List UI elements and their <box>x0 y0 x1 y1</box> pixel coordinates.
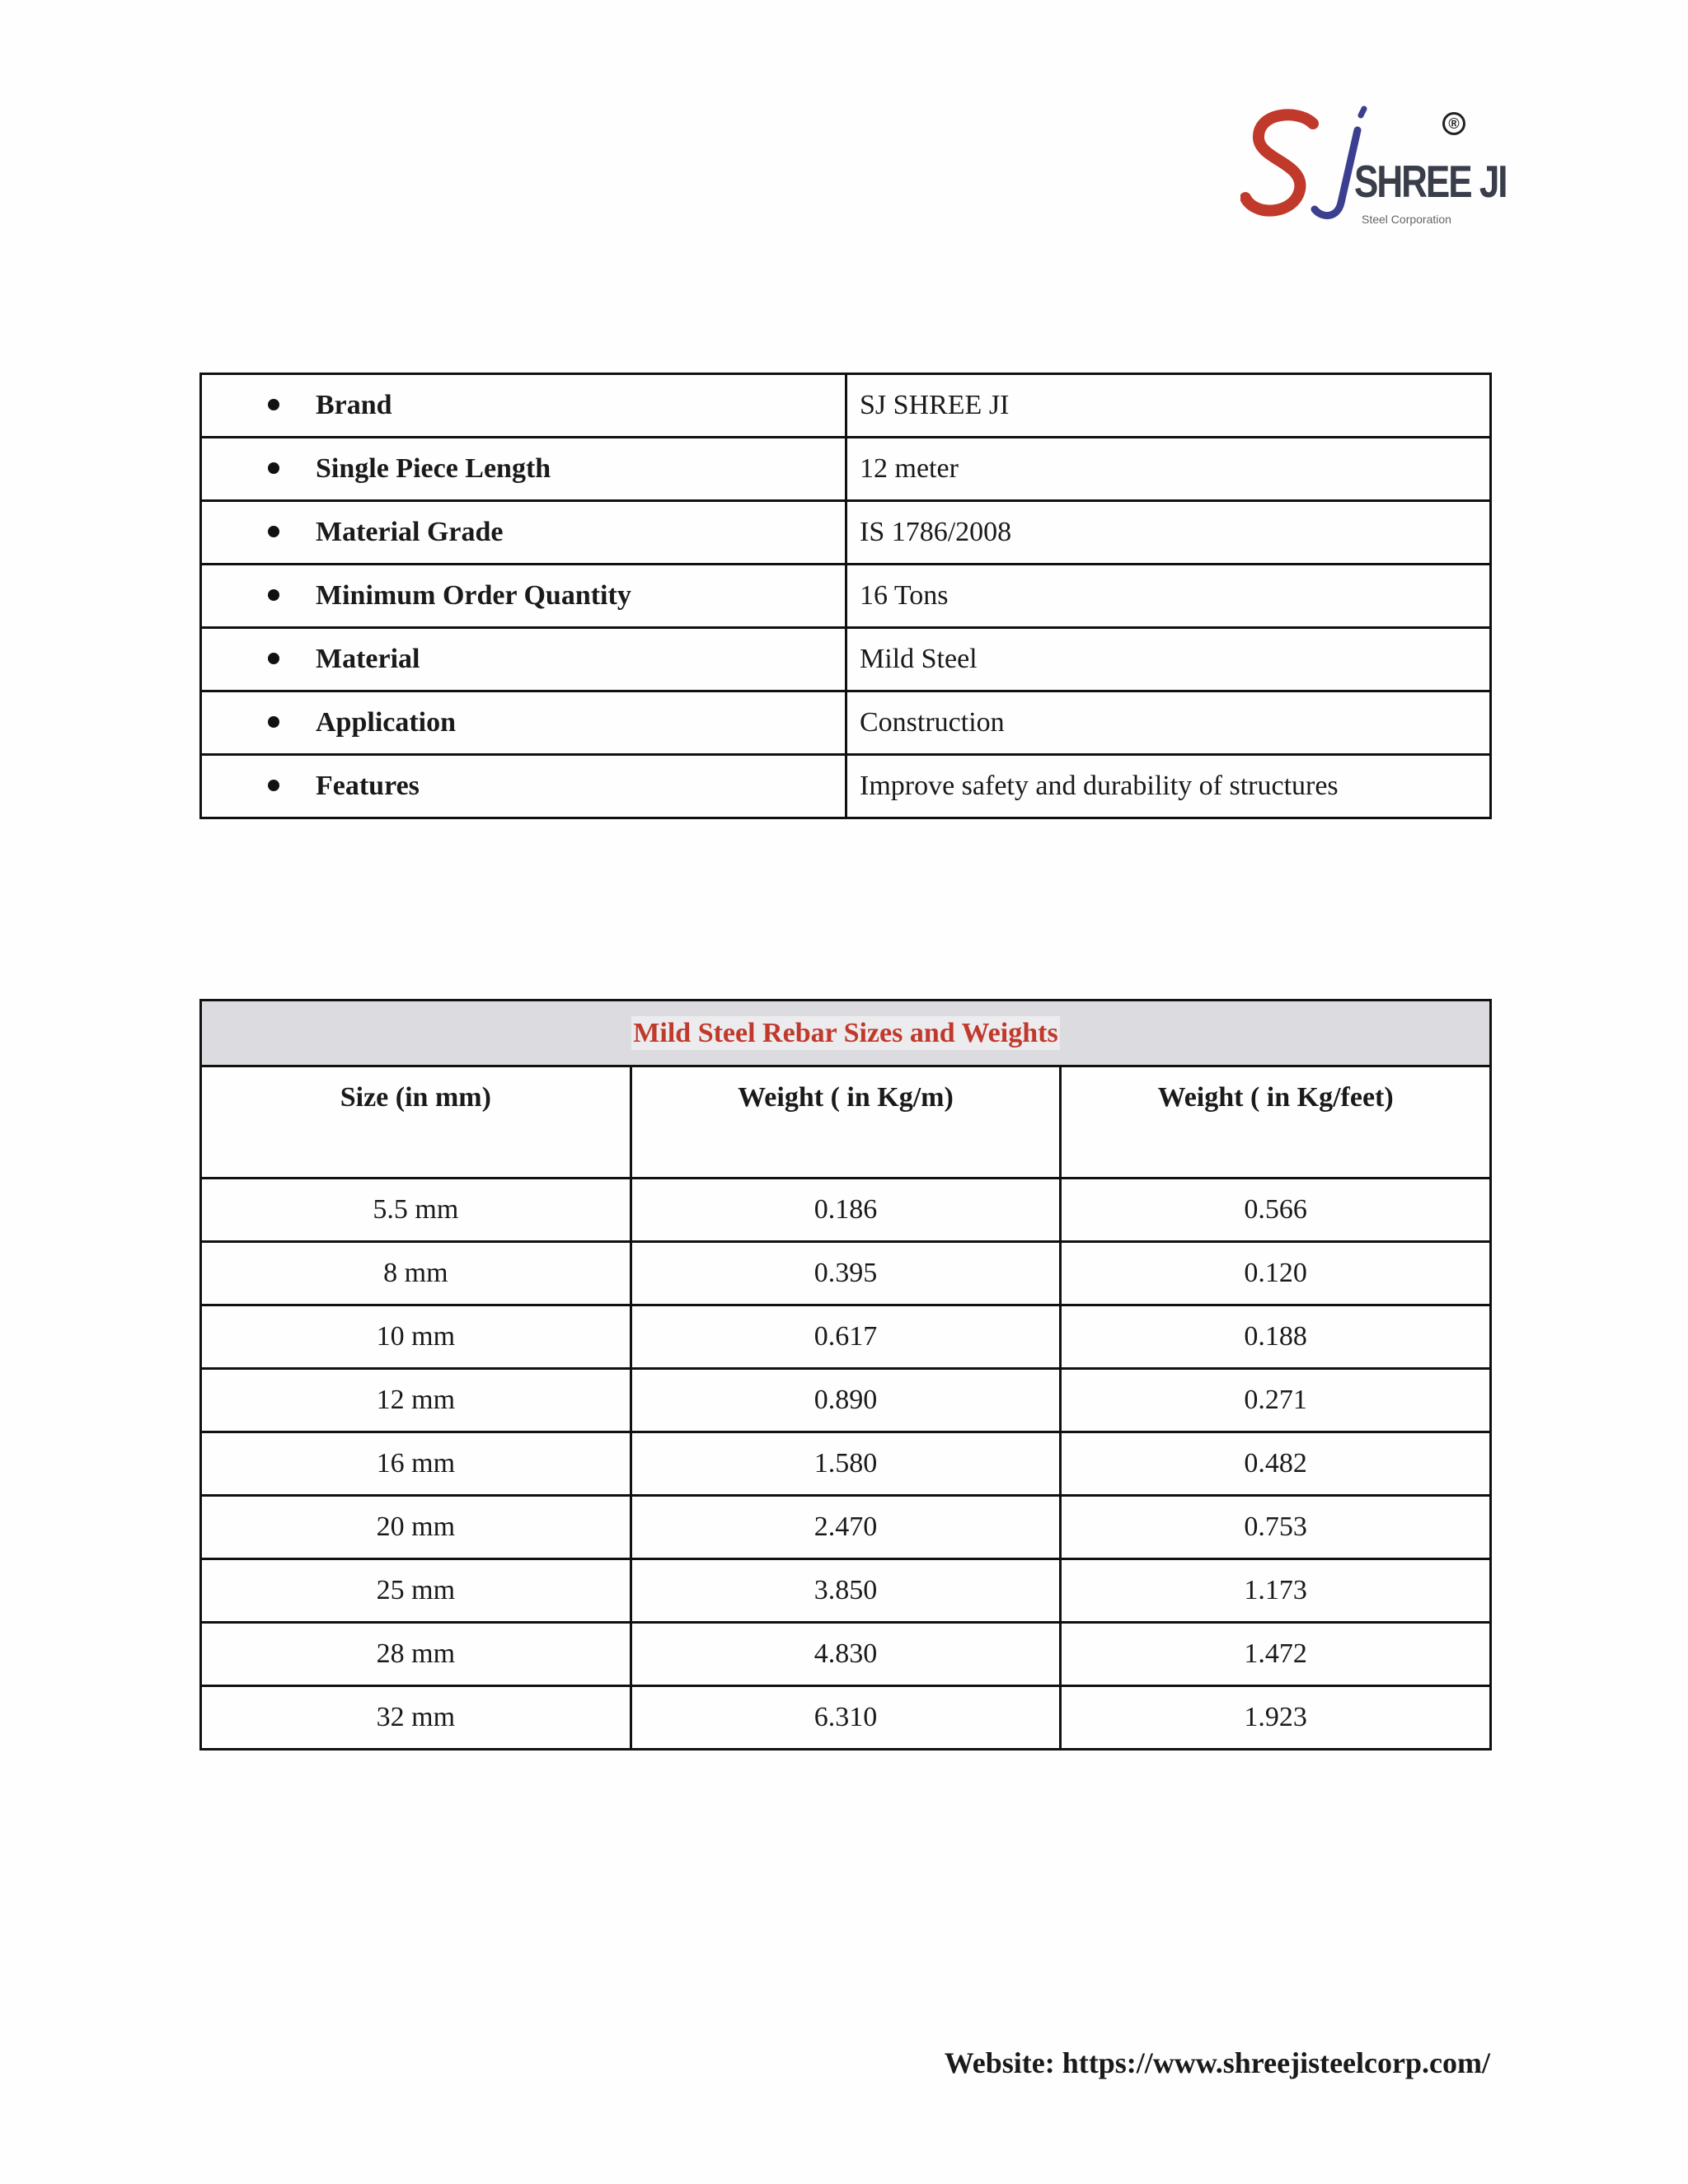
table-header-row <box>201 1066 1491 1179</box>
spec-row <box>201 501 1491 565</box>
table-row <box>201 1432 1491 1496</box>
spec-label: Single Piece Length <box>316 453 551 484</box>
weight-kg-feet-cell: 0.566 <box>1061 1179 1491 1242</box>
spec-value-cell <box>846 438 1491 501</box>
bullet-icon <box>268 399 279 410</box>
weight-kg-feet-cell: 0.271 <box>1061 1369 1491 1432</box>
website-link[interactable]: Website: https://www.shreejisteelcorp.com/ <box>944 2046 1490 2079</box>
spec-row <box>201 691 1491 755</box>
spec-value: 16 Tons <box>860 580 949 611</box>
spec-table <box>199 373 1492 819</box>
weight-kg-m-cell: 2.470 <box>631 1496 1061 1559</box>
weight-kg-feet-cell: 1.173 <box>1061 1559 1491 1623</box>
column-header-size: Size (in mm) <box>201 1066 631 1179</box>
spec-row <box>201 438 1491 501</box>
bullet-icon <box>268 653 279 664</box>
bullet-icon <box>268 780 279 791</box>
rebar-table <box>199 999 1492 1750</box>
weight-kg-m-cell: 4.830 <box>631 1623 1061 1686</box>
weight-kg-feet-cell: 0.120 <box>1061 1242 1491 1305</box>
weight-kg-feet-cell: 0.753 <box>1061 1496 1491 1559</box>
table-row <box>201 1179 1491 1242</box>
size-cell: 25 mm <box>201 1559 631 1623</box>
spec-row <box>201 628 1491 691</box>
size-cell: 20 mm <box>201 1496 631 1559</box>
spec-value-cell <box>846 691 1491 755</box>
spec-label: Features <box>316 771 420 801</box>
spec-value: 12 meter <box>860 453 959 484</box>
weight-kg-m-cell: 0.890 <box>631 1369 1061 1432</box>
weight-kg-m-cell: 1.580 <box>631 1432 1061 1496</box>
weight-kg-m-cell: 0.186 <box>631 1179 1061 1242</box>
size-cell: 12 mm <box>201 1369 631 1432</box>
spec-label: Application <box>316 707 457 738</box>
bullet-icon <box>268 462 279 474</box>
weight-kg-m-cell: 3.850 <box>631 1559 1061 1623</box>
table-caption-row <box>201 1001 1491 1066</box>
sj-logo-mark <box>1240 105 1372 229</box>
spec-label-cell <box>201 374 846 438</box>
table-caption-text: Mild Steel Rebar Sizes and Weights <box>633 1017 1058 1048</box>
spec-value-cell <box>846 565 1491 628</box>
spec-label: Brand <box>316 390 392 420</box>
spec-value: Construction <box>860 707 1005 738</box>
weight-kg-feet-cell: 1.923 <box>1061 1686 1491 1750</box>
weight-kg-feet-cell: 1.472 <box>1061 1623 1491 1686</box>
registered-mark: ® <box>1442 112 1465 135</box>
spec-value: SJ SHREE JI <box>860 390 1010 420</box>
company-logo <box>1240 105 1507 237</box>
spec-value-cell <box>846 374 1491 438</box>
column-header-weight-kg-m: Weight ( in Kg/m) <box>631 1066 1061 1179</box>
spec-value-cell <box>846 501 1491 565</box>
weight-kg-feet-cell: 0.188 <box>1061 1305 1491 1369</box>
spec-value-cell <box>846 755 1491 818</box>
table-row <box>201 1559 1491 1623</box>
logo-brand-text: SHREE JI <box>1354 157 1507 208</box>
weight-kg-m-cell: 0.617 <box>631 1305 1061 1369</box>
spec-label: Material <box>316 644 420 674</box>
table-caption <box>201 1001 1491 1066</box>
table-row <box>201 1623 1491 1686</box>
size-cell: 32 mm <box>201 1686 631 1750</box>
weight-kg-m-cell: 0.395 <box>631 1242 1061 1305</box>
column-header-weight-kg-feet: Weight ( in Kg/feet) <box>1061 1066 1491 1179</box>
spec-label-cell <box>201 438 846 501</box>
table-row <box>201 1369 1491 1432</box>
spec-row <box>201 565 1491 628</box>
size-cell: 5.5 mm <box>201 1179 631 1242</box>
bullet-icon <box>268 589 279 601</box>
weight-kg-m-cell: 6.310 <box>631 1686 1061 1750</box>
table-row <box>201 1242 1491 1305</box>
spec-value: Mild Steel <box>860 644 978 674</box>
spec-label-cell <box>201 755 846 818</box>
size-cell: 10 mm <box>201 1305 631 1369</box>
weight-kg-feet-cell: 0.482 <box>1061 1432 1491 1496</box>
spec-label-cell <box>201 691 846 755</box>
logo-subtitle: Steel Corporation <box>1362 213 1451 226</box>
spec-label-cell <box>201 628 846 691</box>
spec-row <box>201 374 1491 438</box>
bullet-icon <box>268 716 279 728</box>
size-cell: 28 mm <box>201 1623 631 1686</box>
spec-label: Material Grade <box>316 517 504 547</box>
spec-value-cell <box>846 628 1491 691</box>
bullet-icon <box>268 526 279 537</box>
table-row <box>201 1686 1491 1750</box>
table-row <box>201 1496 1491 1559</box>
spec-label-cell <box>201 501 846 565</box>
spec-value: Improve safety and durability of structures <box>860 771 1339 801</box>
size-cell: 16 mm <box>201 1432 631 1496</box>
spec-label-cell <box>201 565 846 628</box>
spec-value: IS 1786/2008 <box>860 517 1012 547</box>
table-row <box>201 1305 1491 1369</box>
size-cell: 8 mm <box>201 1242 631 1305</box>
spec-row <box>201 755 1491 818</box>
spec-label: Minimum Order Quantity <box>316 580 631 611</box>
